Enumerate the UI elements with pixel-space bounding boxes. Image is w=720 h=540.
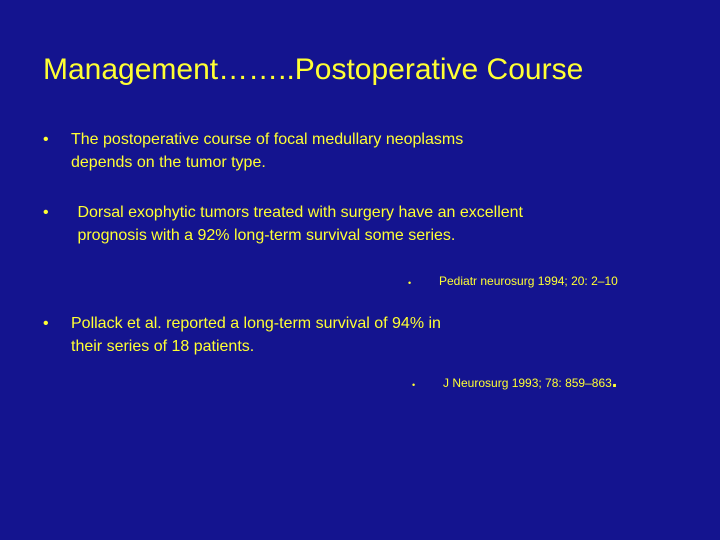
bullet-line: Dorsal exophytic tumors treated with surgery have an excellent <box>73 204 523 221</box>
citation-marker: • <box>408 278 412 288</box>
bullet-line: depends on the tumor type. <box>71 154 266 171</box>
bullet-line: The postoperative course of focal medullary neoplasms <box>71 131 464 148</box>
bullet-item <box>43 201 523 247</box>
citation-text: Pediatr neurosurg 1994; 20: 2–10 <box>439 274 618 288</box>
citation-text: J Neurosurg 1993; 78: 859–863 <box>443 376 612 390</box>
citation-period: . <box>611 370 618 392</box>
bullet-line: Pollack et al. reported a long-term survival of 94% in <box>71 315 441 332</box>
bullet-marker: • <box>43 204 49 221</box>
citation <box>408 273 688 289</box>
bullet-item <box>43 128 463 174</box>
bullet-line: their series of 18 patients. <box>71 338 255 355</box>
bullet-line: prognosis with a 92% long-term survival some series. <box>73 227 456 244</box>
slide-title: Management……..Postoperative Course <box>43 53 584 86</box>
citation-marker: • <box>412 380 416 390</box>
citation <box>412 370 692 392</box>
bullet-marker: • <box>43 131 49 148</box>
citation-text-wrap <box>443 370 618 392</box>
bullet-marker: • <box>43 315 49 332</box>
bullet-item <box>43 312 441 358</box>
